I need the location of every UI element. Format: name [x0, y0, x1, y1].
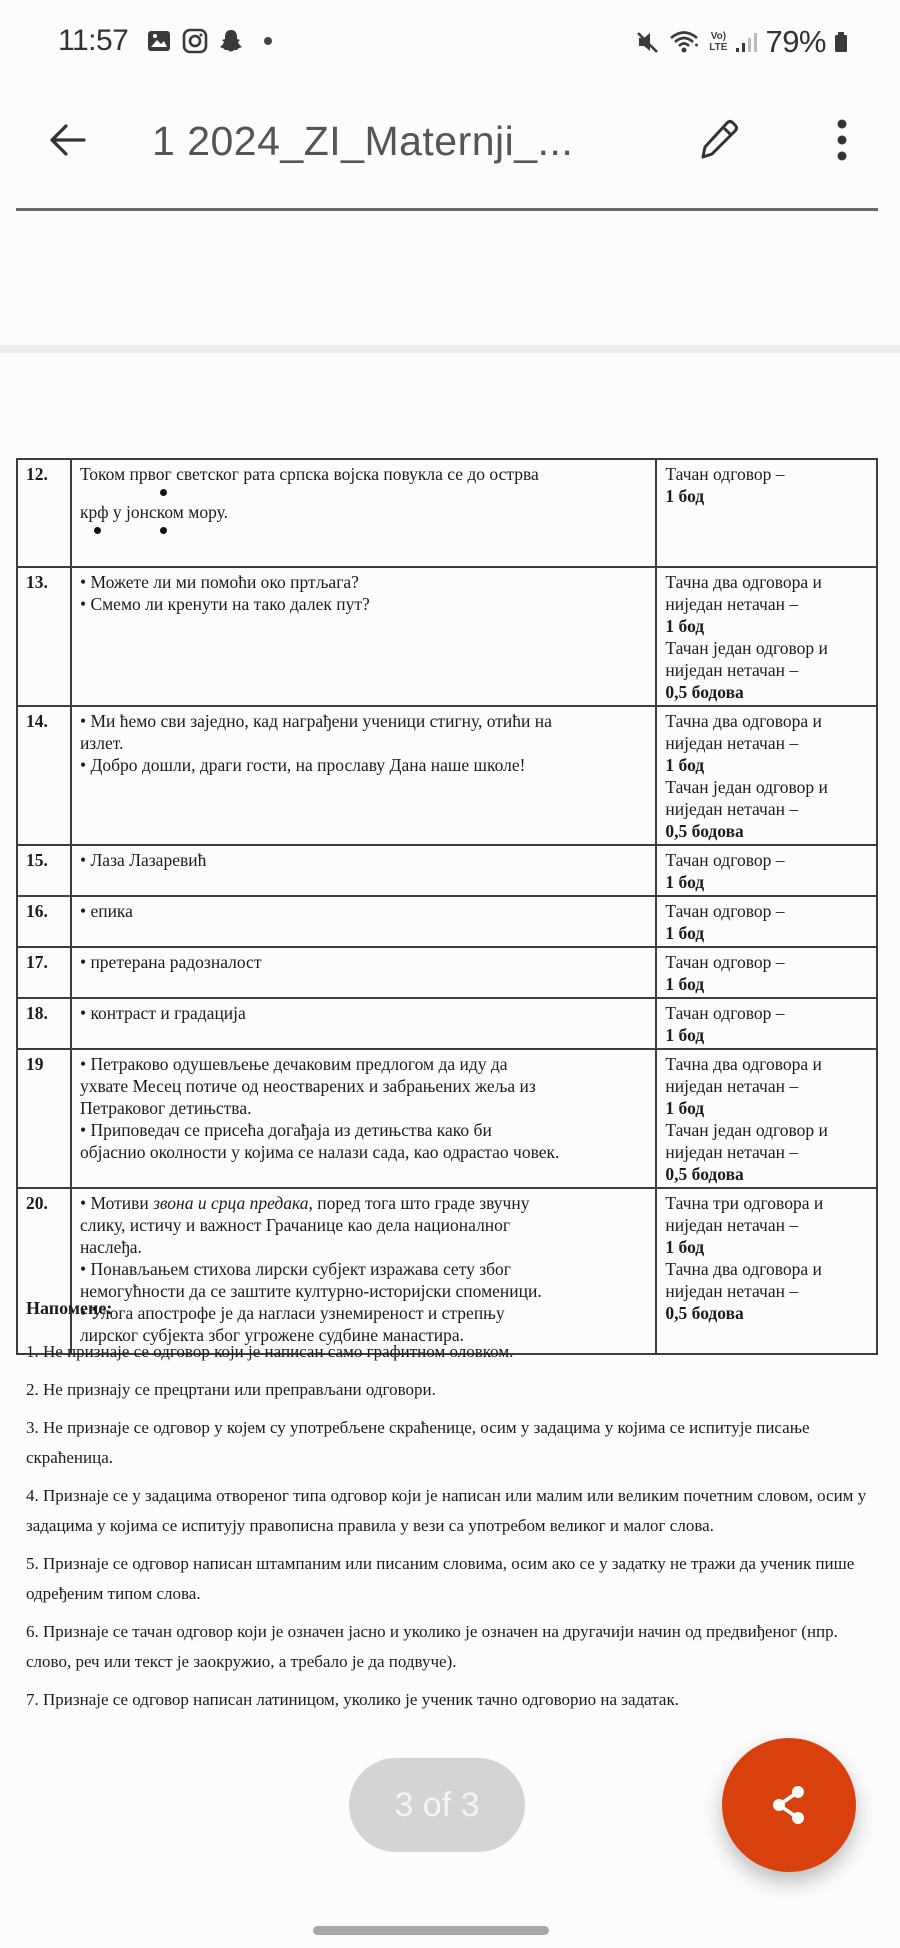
share-button[interactable] — [722, 1738, 856, 1872]
back-button[interactable] — [40, 112, 96, 168]
points-cell: Тачан одговор – 1 бод — [656, 947, 877, 998]
notification-dot — [264, 37, 272, 45]
answer-cell: Током првог светског рата српска војска повукла се до острва крф у јонском мору. — [71, 459, 656, 567]
answer-cell: • контраст и градација — [71, 998, 656, 1049]
page-indicator: 3 of 3 — [349, 1758, 525, 1852]
previous-page-table-edge — [16, 208, 878, 211]
volte-icon: Vo) LTE — [709, 31, 728, 53]
signal-icon — [735, 29, 757, 55]
question-number: 13. — [17, 567, 71, 706]
question-number: 17. — [17, 947, 71, 998]
mute-icon — [635, 29, 661, 55]
answer-key-table — [16, 458, 878, 1355]
note-item: 2. Не признају се прецртани или преправљани одговори. — [26, 1380, 436, 1399]
question-number: 15. — [17, 845, 71, 896]
pencil-icon — [695, 117, 741, 163]
snapchat-icon — [218, 28, 244, 54]
status-bar — [0, 0, 900, 90]
app-bar — [0, 90, 900, 190]
note-item: 1. Не признаје се одговор који је написан само графитном оловком. — [26, 1342, 514, 1361]
note-item: 6. Признаје се тачан одговор који је означен јасно и уколико је означен на другачији начин од предвиђеног (нпр. слово, реч или текст је заокружио, а требало је да подвуче). — [26, 1622, 838, 1671]
more-vertical-icon — [835, 118, 849, 162]
note-item: 5. Признаје се одговор написан штампаним или писаним словима, осим ако се у задатку не тражи да ученик пише одређеним типом слова. — [26, 1554, 855, 1603]
more-options-button[interactable] — [818, 112, 866, 168]
answer-cell: • епика — [71, 896, 656, 947]
points-cell: Тачан одговор – 1 бод — [656, 998, 877, 1049]
table-row — [17, 1049, 877, 1188]
points-cell: Тачан одговор – 1 бод — [656, 459, 877, 567]
question-number: 14. — [17, 706, 71, 845]
table-row — [17, 459, 877, 567]
handwritten-marks — [80, 523, 649, 539]
table-row — [17, 998, 877, 1049]
points-cell: Тачна три одговора и ниједан нетачан – 1 бод Тачна два одговора и ниједан нетачан – 0,5 бодова — [656, 1188, 877, 1354]
table-row — [17, 567, 877, 706]
table-row — [17, 845, 877, 896]
question-number: 12. — [17, 459, 71, 567]
question-number: 20. — [17, 1188, 71, 1354]
points-cell: Тачан одговор – 1 бод — [656, 845, 877, 896]
edit-button[interactable] — [690, 112, 746, 168]
share-icon — [765, 1781, 813, 1829]
status-time: 11:57 — [58, 24, 129, 57]
question-number: 16. — [17, 896, 71, 947]
table-row — [17, 706, 877, 845]
points-cell: Тачна два одговора и ниједан нетачан – 1 бод Тачан један одговор и ниједан нетачан – 0,5 бодова — [656, 706, 877, 845]
table-row — [17, 896, 877, 947]
question-number: 19 — [17, 1049, 71, 1188]
answer-cell: • претерана радозналост — [71, 947, 656, 998]
answer-cell: • Мотиви звона и срца предака, поред тога што граде звучну слику, истичу и важност Грачанице као дела националног наслеђа. • Понављањем стихова лирски субјект изражава сету због немогућности да се заштите културно-историјски споменици. • Улога апострофе је да нагласи узнемиреност и стрепњу лирског субјекта због угрожене судбине манастира. — [71, 1188, 656, 1354]
home-gesture-bar[interactable] — [313, 1926, 549, 1935]
document-title: 1 2024_ZI_Maternji_... — [152, 118, 574, 164]
answer-cell: • Можете ли ми помоћи око пртљага? • Смемо ли кренути на тако далек пут? — [71, 567, 656, 706]
handwritten-marks — [80, 485, 649, 501]
pdf-viewer[interactable] — [0, 190, 900, 1948]
notification-icons — [146, 28, 272, 54]
note-item: 7. Признаје се одговор написан латиницом, уколико је ученик тачно одговорио на задатак. — [26, 1690, 679, 1709]
notes-heading: Напомене: — [26, 1298, 113, 1318]
answer-cell: • Петраково одушевљење дечаковим предлогом да иду да ухвате Месец потиче од неостварених и забрањених жеља из Петраковог детињства. • Приповедач се присећа догађаја из детињства како би објаснио околности у којима се налази сада, као одрастао човек. — [71, 1049, 656, 1188]
page-separator — [0, 345, 900, 353]
points-cell: Тачна два одговора и ниједан нетачан – 1 бод Тачан један одговор и ниједан нетачан – 0,5 бодова — [656, 1049, 877, 1188]
question-number: 18. — [17, 998, 71, 1049]
points-cell: Тачан одговор – 1 бод — [656, 896, 877, 947]
note-item: 3. Не признаје се одговор у којем су употребљене скраћенице, осим у задацима у којима се испитује писање скраћеница. — [26, 1418, 810, 1467]
system-icons — [635, 24, 848, 60]
battery-icon — [834, 29, 848, 55]
arrow-left-icon — [46, 118, 90, 162]
answer-cell: • Лаза Лазаревић — [71, 845, 656, 896]
answer-cell: • Ми ћемо сви заједно, кад награђени ученици стигну, отићи на излет. • Добро дошли, драги гости, на прославу Дана наше школе! — [71, 706, 656, 845]
gallery-icon — [146, 28, 172, 54]
points-cell: Тачна два одговора и ниједан нетачан – 1 бод Тачан један одговор и ниједан нетачан – 0,5 бодова — [656, 567, 877, 706]
wifi-icon — [669, 29, 701, 55]
notes-section — [26, 1298, 876, 1723]
battery-percent: 79% — [765, 24, 826, 59]
table-row — [17, 947, 877, 998]
instagram-icon — [182, 28, 208, 54]
note-item: 4. Признаје се у задацима отвореног типа одговор који је написан или малим или великим почетним словом, осим у задацима у којима се испитују правописна правила у вези са употребом великог и малог слова. — [26, 1486, 867, 1535]
